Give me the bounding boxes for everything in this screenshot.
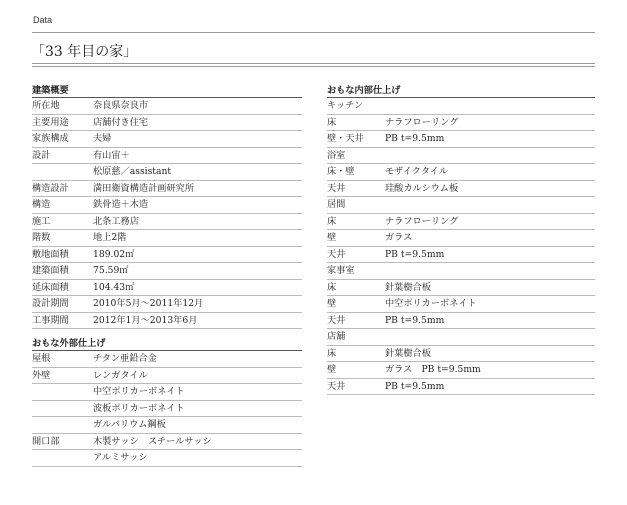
row-label: 主要用途	[32, 116, 69, 128]
row-value: レンガタイル	[93, 369, 148, 381]
table-row	[32, 384, 302, 401]
row-label: 敷地面積	[32, 248, 69, 260]
table-row	[32, 434, 302, 451]
row-label	[32, 417, 93, 433]
room-name: 居間	[327, 199, 346, 210]
table-row	[327, 280, 595, 297]
table-row	[327, 296, 595, 313]
table-row	[327, 214, 595, 231]
table-row	[327, 230, 595, 247]
table-row	[327, 247, 595, 264]
row-value: 189.02㎡	[93, 248, 135, 260]
row-label	[32, 401, 93, 417]
room-heading-row	[327, 98, 595, 115]
row-label: 建築面積	[32, 265, 69, 276]
row-label: 床	[327, 347, 337, 359]
row-label: 所在地	[32, 100, 60, 111]
section-heading: おもな外部仕上げ	[32, 337, 302, 351]
row-value: PB t=9.5mm	[385, 380, 445, 392]
table-row	[327, 181, 595, 198]
title-divider-double	[32, 66, 595, 67]
exterior-finishes-table	[32, 351, 302, 467]
row-value: 針葉樹合板	[385, 281, 431, 293]
building-overview-section	[32, 84, 302, 329]
row-label: 壁	[327, 298, 337, 309]
table-row	[327, 115, 595, 132]
table-row	[32, 164, 302, 181]
section-heading: おもな内部仕上げ	[327, 84, 595, 98]
row-value: ガルバリウム鋼板	[93, 419, 166, 430]
table-row	[32, 247, 302, 264]
table-row	[32, 115, 302, 132]
title-divider	[32, 63, 595, 64]
table-row	[32, 148, 302, 165]
table-row	[327, 379, 595, 396]
row-value: 針葉樹合板	[385, 347, 431, 359]
table-row	[327, 131, 595, 148]
row-label	[32, 450, 93, 466]
table-row	[32, 98, 302, 115]
row-value: 奈良県奈良市	[93, 100, 149, 111]
table-row	[32, 417, 302, 434]
row-label: 天井	[327, 182, 346, 194]
table-row	[32, 351, 302, 368]
table-row	[32, 263, 302, 280]
row-label: 開口部	[32, 435, 60, 447]
row-label: 工事期間	[32, 314, 69, 326]
row-value: 波板ポリカーボネイト	[93, 402, 185, 414]
row-value: 松原慈／assistant	[93, 166, 172, 177]
table-row	[32, 296, 302, 313]
row-label: 家族構成	[32, 133, 69, 144]
row-value: ナラフローリング	[385, 215, 459, 227]
row-label: 構造	[32, 199, 51, 210]
row-label	[32, 384, 93, 400]
table-row	[327, 313, 595, 330]
table-row	[32, 450, 302, 467]
row-value	[385, 263, 595, 279]
row-value: 有山宙＋	[93, 149, 130, 161]
table-row	[32, 401, 302, 418]
interior-finishes-table	[327, 98, 595, 395]
room-heading-row	[327, 329, 595, 346]
data-label: Data	[33, 15, 53, 25]
top-divider	[32, 32, 595, 33]
row-value: 満田衛資構造計画研究所	[93, 182, 195, 194]
row-value: PB t=9.5mm	[385, 248, 445, 260]
table-row	[32, 197, 302, 214]
row-value: モザイクタイル	[385, 166, 449, 177]
row-value: アルミサッシ	[93, 452, 148, 463]
row-label: 階数	[32, 232, 51, 243]
table-row	[32, 280, 302, 297]
building-overview-table	[32, 98, 302, 329]
row-label: 床	[327, 215, 337, 227]
row-value	[385, 98, 595, 114]
row-label: 設計	[32, 149, 51, 161]
row-value: 中空ポリカーボネイト	[385, 298, 477, 309]
row-label: 天井	[327, 380, 346, 392]
row-value: 中空ポリカーボネイト	[93, 386, 185, 397]
room-heading-row	[327, 197, 595, 214]
row-label: 構造設計	[32, 182, 69, 194]
row-label: 施工	[32, 215, 51, 227]
row-value: 夫婦	[93, 133, 112, 144]
row-value: 地上2階	[93, 232, 127, 243]
row-label: 設計期間	[32, 298, 69, 309]
row-value	[385, 148, 595, 164]
row-value: 珪酸カルシウム板	[385, 182, 459, 194]
room-name: キッチン	[327, 100, 364, 111]
row-value: PB t=9.5mm	[385, 314, 445, 326]
row-label: 床・壁	[327, 166, 355, 177]
row-label: 床	[327, 116, 337, 128]
table-row	[32, 313, 302, 330]
row-value: 2012年1月～2013年6月	[93, 314, 198, 326]
table-row	[32, 214, 302, 231]
row-value: 木製サッシ スチールサッシ	[93, 435, 212, 447]
table-row	[327, 362, 595, 379]
row-value: ガラス	[385, 232, 413, 243]
row-label: 床	[327, 281, 337, 293]
row-label: 外壁	[32, 369, 51, 381]
row-label: 屋根	[32, 353, 51, 364]
row-label	[32, 164, 93, 180]
room-name: 家事室	[327, 265, 355, 276]
exterior-finishes-section	[32, 337, 302, 467]
row-value: 北条工務店	[93, 215, 139, 227]
table-row	[327, 164, 595, 181]
row-value: ガラス PB t=9.5mm	[385, 364, 481, 375]
row-value: チタン亜鉛合金	[93, 353, 157, 364]
row-value: PB t=9.5mm	[385, 133, 445, 144]
row-label: 壁・天井	[327, 133, 364, 144]
room-name: 浴室	[327, 149, 346, 161]
section-heading: 建築概要	[32, 84, 302, 98]
row-value: 75.59㎡	[93, 265, 129, 276]
row-value: ナラフローリング	[385, 116, 459, 128]
row-value: 104.43㎡	[93, 281, 135, 293]
row-label: 天井	[327, 248, 346, 260]
row-value: 2010年5月～2011年12月	[93, 298, 204, 309]
room-name: 店舗	[327, 331, 346, 342]
table-row	[32, 131, 302, 148]
table-row	[32, 368, 302, 385]
interior-finishes-section	[327, 84, 595, 395]
row-label: 延床面積	[32, 281, 69, 293]
row-value: 店舗付き住宅	[93, 116, 149, 128]
table-row	[32, 181, 302, 198]
room-heading-row	[327, 263, 595, 280]
row-label: 壁	[327, 232, 337, 243]
row-label: 壁	[327, 364, 337, 375]
row-value: 鉄骨造＋木造	[93, 199, 149, 210]
room-heading-row	[327, 148, 595, 165]
row-value	[385, 197, 595, 213]
row-label: 天井	[327, 314, 346, 326]
table-row	[32, 230, 302, 247]
row-value	[385, 329, 595, 345]
table-row	[327, 346, 595, 363]
page-title: 「33 年目の家」	[31, 44, 138, 60]
